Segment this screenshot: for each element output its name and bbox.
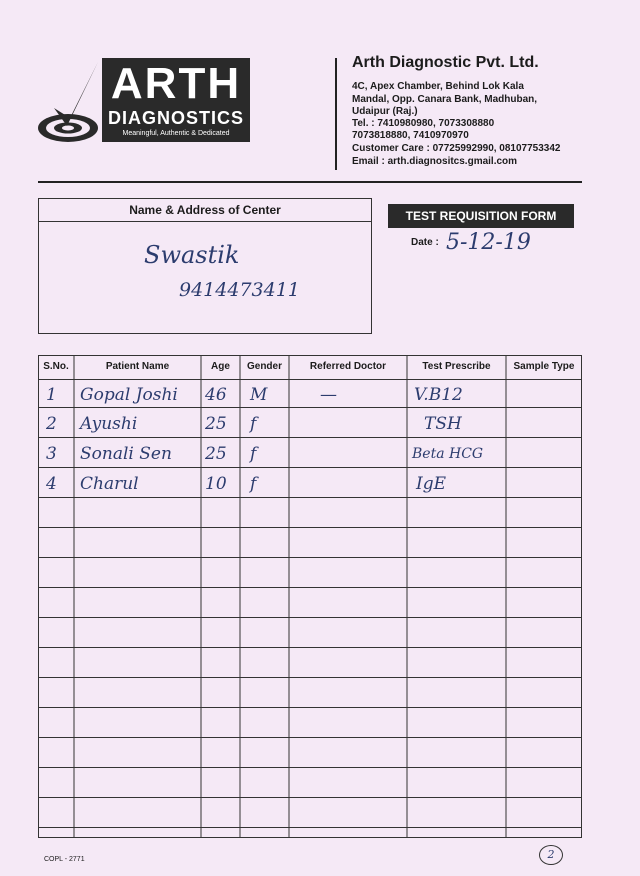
target-check-logo-icon <box>36 60 102 144</box>
row-sno: 1 <box>46 385 57 405</box>
header-divider <box>335 58 337 170</box>
form-code: COPL - 2771 <box>44 856 85 863</box>
row-sno: 3 <box>46 444 57 464</box>
company-name: Arth Diagnostic Pvt. Ltd. <box>352 54 539 71</box>
header-age: Age <box>211 361 230 372</box>
center-name: Swastik <box>144 241 240 269</box>
header-patient-name: Patient Name <box>105 361 170 372</box>
row-age: 25 <box>205 414 227 434</box>
row-gender: f <box>250 414 257 434</box>
address-line: 4C, Apex Chamber, Behind Lok Kala <box>352 81 524 92</box>
row-age: 10 <box>205 474 227 494</box>
brand-logo <box>102 58 250 142</box>
header-sno: S.No. <box>43 361 69 372</box>
address-line: Mandal, Opp. Canara Bank, Madhuban, <box>352 94 538 105</box>
row-doctor: — <box>320 385 337 405</box>
patient-table <box>38 355 582 855</box>
row-test: IgE <box>416 474 447 494</box>
row-sno: 4 <box>46 474 57 494</box>
row-test: TSH <box>424 414 462 434</box>
email-line: Email : arth.diagnositcs.gmail.com <box>352 156 518 167</box>
date-value: 5-12-19 <box>446 230 531 255</box>
row-patient-name: Sonali Sen <box>80 444 172 464</box>
row-patient-name: Charul <box>80 474 139 494</box>
header-gender: Gender <box>246 361 282 372</box>
row-test: V.B12 <box>414 385 463 405</box>
page-mark: 2 <box>539 845 563 865</box>
address-line: Udaipur (Raj.) <box>352 106 418 117</box>
row-test: Beta HCG <box>412 446 484 462</box>
header-referred-doctor: Referred Doctor <box>309 361 387 372</box>
logo-tagline: Meaningful, Authentic & Dedicated <box>122 130 230 137</box>
center-box-title: Name & Address of Center <box>39 199 371 222</box>
header-test-prescribe: Test Prescribe <box>422 361 491 372</box>
row-gender: f <box>250 474 257 494</box>
date-label: Date : <box>411 237 439 248</box>
row-sno: 2 <box>46 414 57 434</box>
phone-line: Tel. : 7410980980, 7073308880 <box>352 118 495 129</box>
row-patient-name: Ayushi <box>80 414 138 434</box>
row-age: 25 <box>205 444 227 464</box>
logo-sub: DIAGNOSTICS <box>107 108 244 128</box>
row-age: 46 <box>205 385 227 405</box>
row-gender: f <box>250 444 257 464</box>
center-box <box>38 198 372 334</box>
row-gender: M <box>250 385 268 405</box>
logo-word: ARTH <box>110 59 242 108</box>
phone-line: 7073818880, 7410970970 <box>352 130 469 141</box>
row-patient-name: Gopal Joshi <box>80 385 178 405</box>
form-title: TEST REQUISITION FORM <box>388 204 574 228</box>
header-rule <box>38 181 582 183</box>
customer-care-line: Customer Care : 07725992990, 08107753342 <box>352 143 561 154</box>
center-phone: 9414473411 <box>179 279 300 301</box>
header-sample-type: Sample Type <box>513 361 575 372</box>
